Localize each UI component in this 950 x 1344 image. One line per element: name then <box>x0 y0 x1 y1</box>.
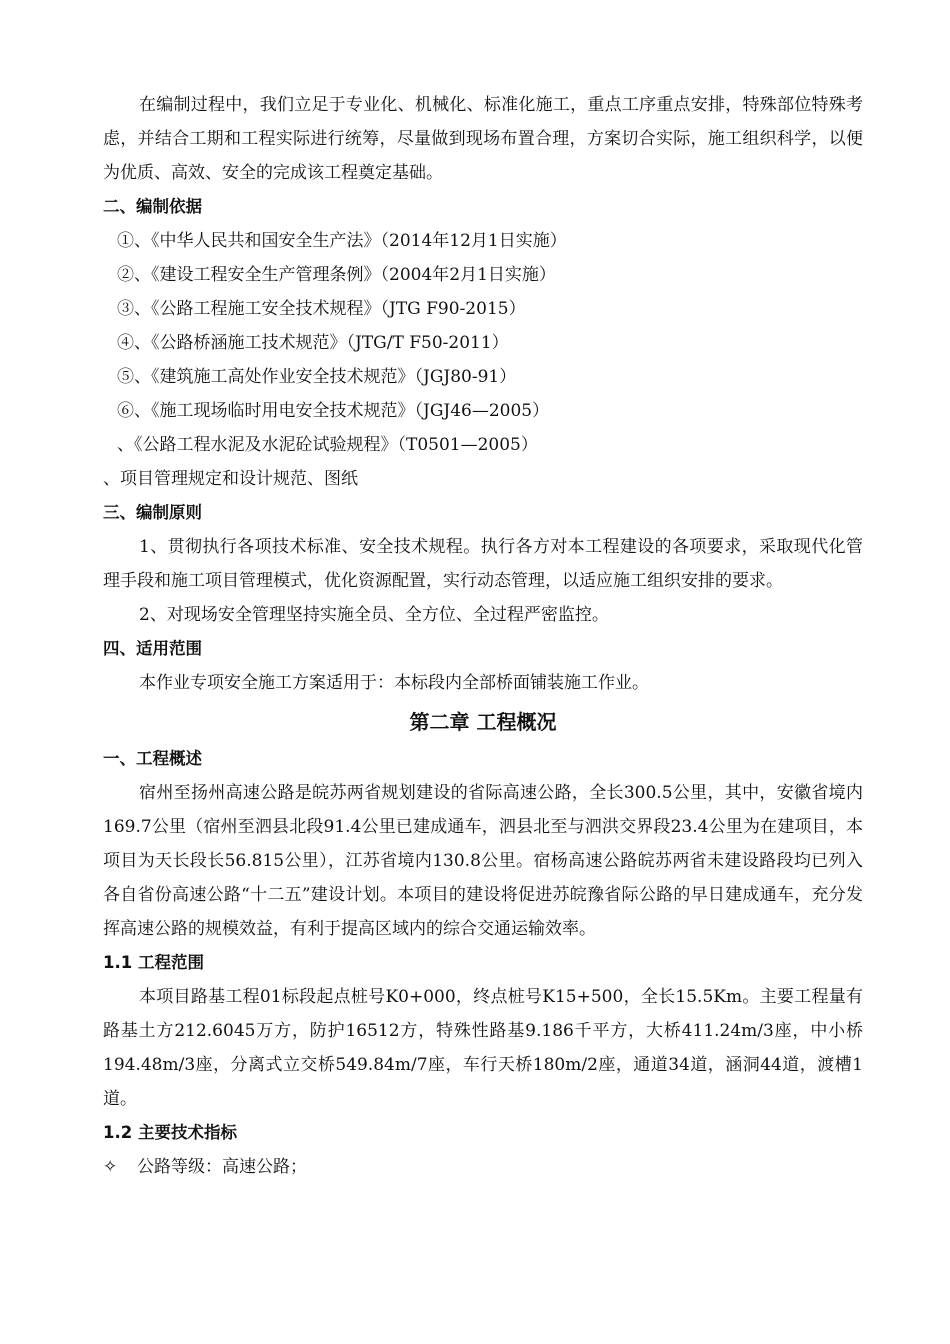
basis-item-1: ①、《中华人民共和国安全生产法》（2014年12月1日实施） <box>117 231 567 251</box>
intro-paragraph: 在编制过程中，我们立足于专业化、机械化、标准化施工，重点工序重点安排，特殊部位特殊考虑，并结合工期和工程实际进行统筹，尽量做到现场布置合理，方案切合实际，施工组织科学，以便为优质、高效、安全的完成该工程奠定基础。 <box>103 95 863 183</box>
tech-item <box>103 1150 863 1184</box>
scope-heading: 四、适用范围 <box>103 639 202 658</box>
range-heading: 1.1 工程范围 <box>103 953 204 972</box>
chapter-title: 第二章 工程概况 <box>409 710 557 734</box>
principle-item-2: 2、对现场安全管理坚持实施全员、全方位、全过程严密监控。 <box>139 605 609 625</box>
overview-text: 宿州至扬州高速公路是皖苏两省规划建设的省际高速公路，全长300.5公里，其中，安徽省境内169.7公里（宿州至泗县北段91.4公里已建成通车，泗县北至与泗洪交界段23.4公里为在建项目，本项目为天长段长56.815公里），江苏省境内130.8公里。宿杨高速公路皖苏两省未建设路段均已列入各自省份高速公路“十二五”建设计划。本项目的建设将促进苏皖豫省际公路的早日建成通车，充分发挥高速公路的规模效益，有利于提高区域内的综合交通运输效率。 <box>103 783 863 939</box>
tech-heading: 1.2 主要技术指标 <box>103 1123 237 1142</box>
basis-item-2: ②、《建设工程安全生产管理条例》（2004年2月1日实施） <box>117 265 556 285</box>
overview-heading: 一、工程概述 <box>103 749 202 768</box>
basis-item-7: 、《公路工程水泥及水泥砼试验规程》（T0501—2005） <box>117 435 538 455</box>
basis-item-6: ⑥、《施工现场临时用电安全技术规范》（JGJ46—2005） <box>117 401 550 421</box>
principle-item-1: 1、贯彻执行各项技术标准、安全技术规程。执行各方对本工程建设的各项要求，采取现代化管理手段和施工项目管理模式，优化资源配置，实行动态管理，以适应施工组织安排的要求。 <box>103 537 863 591</box>
basis-item-4: ④、《公路桥涵施工技术规范》（JTG/T F50-2011） <box>117 333 509 353</box>
document-page <box>103 88 863 1184</box>
basis-item-3: ③、《公路工程施工安全技术规程》（JTG F90-2015） <box>117 299 526 319</box>
diamond-bullet-icon: ✧ <box>103 1157 118 1177</box>
principles-heading: 三、编制原则 <box>103 503 202 522</box>
basis-heading: 二、编制依据 <box>103 197 202 216</box>
scope-text: 本作业专项安全施工方案适用于：本标段内全部桥面铺装施工作业。 <box>139 673 649 693</box>
tech-item-text: 公路等级：高速公路； <box>137 1157 307 1177</box>
basis-item-5: ⑤、《建筑施工高处作业安全技术规范》（JGJ80-91） <box>117 367 517 387</box>
basis-item-8: 、项目管理规定和设计规范、图纸 <box>103 469 358 489</box>
range-text: 本项目路基工程01标段起点桩号K0+000，终点桩号K15+500，全长15.5Km。主要工程量有路基土方212.6045万方，防护16512方，特殊性路基9.186千平方，大桥411.24m/3座，中小桥194.48m/3座，分离式立交桥549.84m/7座，车行天桥180m/2座，通道34道，涵洞44道，渡槽1道。 <box>103 987 863 1109</box>
